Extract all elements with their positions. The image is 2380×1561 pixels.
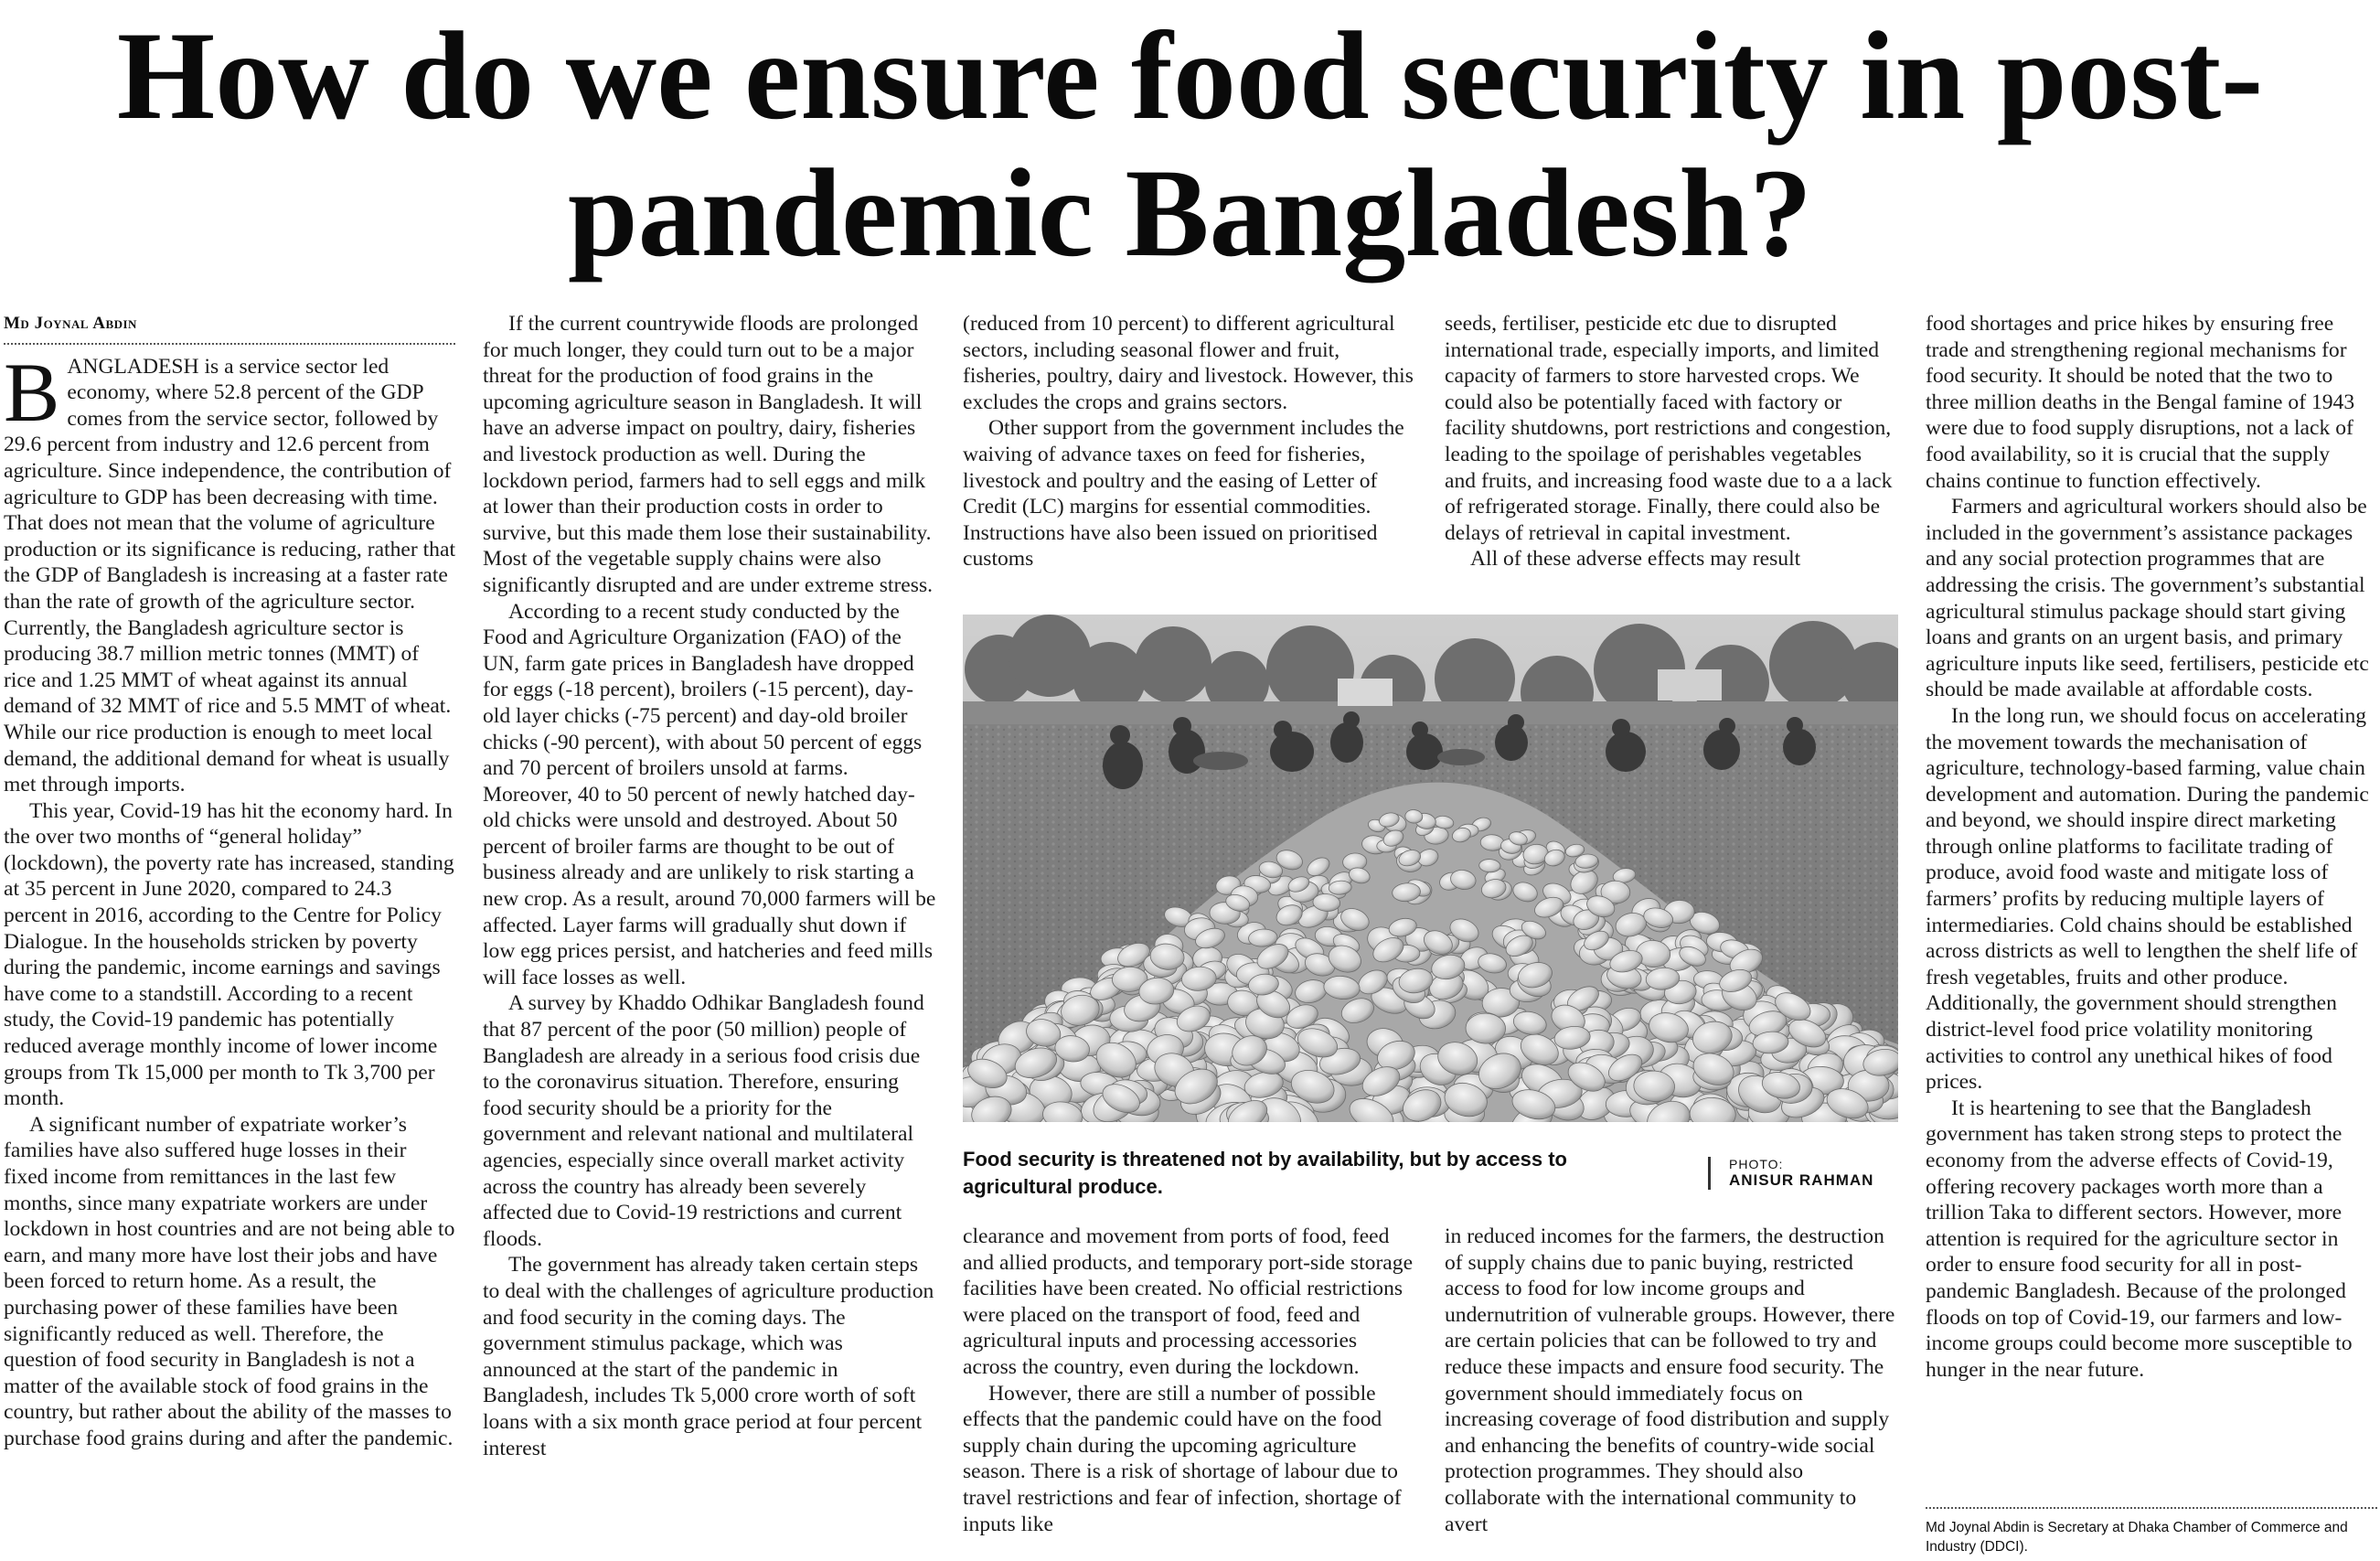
- paragraph: A survey by Khaddo Odhikar Bangladesh found that 87 percent of the poor (50 million) people of Bangladesh are already in a serious food crisis due to the coronavirus situation. Therefore, ensuring food security should be a priority for the government and relevant national and multilateral agencies, especially since overall market activity across the country has already been severely affected due to Covid-19 restrictions and current floods.: [483, 991, 924, 1251]
- paragraph: If the current countrywide floods are prolonged for much longer, they could turn out to be a major threat for the production of food grains in the upcoming agriculture season in Bangladesh. It will have an adverse impact on poultry, dairy, fisheries and livestock production as well. During the lockdown period, farmers had to sell eggs and milk at lower than their production costs in order to survive, but this made them lose their sustainability. Most of the vegetable supply chains were also significantly disrupted and are under extreme stress.: [483, 312, 934, 597]
- paragraph: Other support from the government includes the waiving of advance taxes on feed for fisheries, livestock and poultry and the easing of Letter of Credit (LC) margins for essential commodities. Instructions have also been issued on prioritised customs: [963, 416, 1404, 572]
- paragraph: Farmers and agricultural workers should also be included in the government’s assistance packages and any social protection programmes that are addressing the crisis. The government’s substantial agricultural stimulus package should start giving loans and grants on an urgent basis, and primary agriculture inputs like seed, fertilisers, pesticide etc should be made available at affordable costs.: [1926, 495, 2369, 702]
- article-photo: [963, 615, 1898, 1122]
- photo-credit-name: ANISUR RAHMAN: [1729, 1171, 1874, 1189]
- article-column-1: [4, 311, 455, 1561]
- paragraph: In the long run, we should focus on accelerating the movement towards the mechanisation of agriculture, technology-based farming, value chain development and automation. During the pandemic and beyond, we should inspire direct marketing through online platforms to facilitate trading of produce, avoid food waste and mitigate loss of farmers’ profits by reducing multiple layers of intermediaries. Cold chains should be established across districts as well to lengthen the shelf life of fresh vegetables, fruits and other produce. Additionally, the government should strengthen district-level food price volatility monitoring activities to control any unethical hikes of food prices.: [1926, 703, 2369, 1095]
- photo-caption: Food security is threatened not by availability, but by access to agricultural produce.: [963, 1148, 1567, 1198]
- paragraph: food shortages and price hikes by ensuring free trade and strengthening regional mechanisms for food security. It should be noted that the two to three million deaths in the Bengal famine of 1943 were due to food supply disruptions, not a lack of food availability, so it is crucial that the supply chains continue to function effectively.: [1926, 312, 2355, 493]
- article-headline: How do we ensure food security in post-pandemic Bangladesh?: [116, 5, 2264, 283]
- drop-cap: B: [4, 345, 60, 439]
- paragraph: This year, Covid-19 has hit the economy hard. In the over two months of “general holiday” (lockdown), the poverty rate has increased, standing at 35 percent in June 2020, compared to 24.3 percent in 2016, according to the Centre for Policy Dialogue. In the households stricken by poverty during the pandemic, income earnings and savings have come to a standstill. According to a recent study, the Covid-19 pandemic has potentially reduced average monthly income of lower income groups from Tk 15,000 per month to Tk 3,700 per month.: [4, 798, 454, 1111]
- article-column-3-bottom: [963, 1224, 1414, 1561]
- article-column-3-top: [963, 311, 1414, 594]
- article-column-5: [1926, 311, 2377, 1491]
- article-column-4-top: [1445, 311, 1896, 594]
- author-bio: Md Joynal Abdin is Secretary at Dhaka Chamber of Commerce and Industry (DDCI).: [1926, 1507, 2377, 1556]
- photo-credit-label: PHOTO:: [1729, 1157, 1784, 1171]
- byline-author: Md Joynal Abdin: [4, 314, 137, 333]
- paragraph: The government has already taken certain steps to deal with the challenges of agriculture production and food security in the coming days. The government stimulus package, which was announced at the start of the pandemic in Bangladesh, includes Tk 5,000 crore worth of soft loans with a six month grace period at four percent interest: [483, 1253, 934, 1460]
- paragraph: clearance and movement from ports of food, feed and allied products, and temporary port-side storage facilities have been created. No official restrictions were placed on the transport of food, feed and agricultural inputs and processing accessories across the country, even during the lockdown.: [963, 1224, 1414, 1379]
- paragraph: (reduced from 10 percent) to different agricultural sectors, including seasonal flower and fruit, fisheries, poultry, dairy and livestock. However, this excludes the crops and grains sectors.: [963, 312, 1414, 414]
- article-column-4-bottom: [1445, 1224, 1896, 1561]
- paragraph: in reduced incomes for the farmers, the destruction of supply chains due to panic buying, restricted access to food for low income groups and undernutrition of vulnerable groups. However, there are certain policies that can be followed to try and reduce these impacts and ensure food security. The government should immediately focus on increasing coverage of food distribution and supply and enhancing the benefits of country-wide social protection programmes. They should also collaborate with the international community to avert: [1445, 1224, 1895, 1536]
- potato-field-photo: [963, 615, 1898, 1122]
- article-column-2: [483, 311, 936, 1561]
- paragraph-text: ANGLADESH is a service sector led economy, where 52.8 percent of the GDP comes from the service sector, followed by 29.6 percent from industry and 12.6 percent from agriculture. Since independence, the contribution of agriculture to GDP has been decreasing with time. That does not mean that the volume of agriculture production or its significance is reducing, rather that the GDP of Bangladesh is increasing at a faster rate than the rate of growth of the agriculture sector. Currently, the Bangladesh agriculture sector is producing 38.7 million metric tonnes (MMT) of rice and 1.25 MMT of wheat against its annual demand of 32 MMT of rice and 5.5 MMT of wheat. While our rice production is enough to meet local demand, the additional demand for wheat is usually met through imports.: [4, 354, 455, 797]
- byline: [4, 311, 455, 345]
- paragraph: It is heartening to see that the Bangladesh government has taken strong steps to protect the economy from the adverse effects of Covid-19, offering recovery packages worth more than a trillion Taka to different sectors. However, more attention is required for the agriculture sector in order to ensure food security for all in post-pandemic Bangladesh. Because of the prolonged floods on top of Covid-19, our farmers and low-income groups could become more susceptible to hunger in the near future.: [1926, 1096, 2353, 1382]
- paragraph: However, there are still a number of possible effects that the pandemic could have on the food supply chain during the upcoming agriculture season. There is a risk of shortage of labour due to travel restrictions and fear of infection, shortage of inputs like: [963, 1381, 1402, 1536]
- paragraph: A significant number of expatriate worker’s families have also suffered huge losses in their fixed income from remittances in the last few months, since many expatriate workers are under lockdown in host countries and are not being able to earn, and many more have lost their jobs and have been forced to return home. As a result, the purchasing power of these families have been significantly reduced as well. Therefore, the question of food security in Bangladesh is not a matter of the available stock of food grains in the country, but rather about the ability of the masses to purchase food grains during and after the pandemic.: [4, 1112, 455, 1450]
- paragraph: All of these adverse effects may result: [1470, 547, 1801, 572]
- paragraph: seeds, fertiliser, pesticide etc due to disrupted international trade, especially imports, and limited capacity of farmers to store harvested crops. We could also be potentially faced with factory or facility shutdowns, port restrictions and congestion, leading to the spoilage of perishables vegetables and fruits, and increasing food waste due to a a lack of refrigerated storage. Finally, there could also be delays of retrieval in capital investment.: [1445, 312, 1893, 545]
- paragraph: [4, 345, 455, 798]
- photo-credit: [1708, 1157, 1921, 1190]
- paragraph: According to a recent study conducted by the Food and Agriculture Organization (FAO) of the UN, farm gate prices in Bangladesh have dropped for eggs (-18 percent), broilers (-15 percent), day-old layer chicks (-75 percent) and day-old broiler chicks (-90 percent), with about 50 percent of eggs and 70 percent of broilers unsold at farms. Moreover, 40 to 50 percent of newly hatched day-old chicks were unsold and destroyed. About 50 percent of broiler farms are thought to be out of business already and are unlikely to risk starting a new crop. As a result, around 70,000 farmers will be affected. Layer farms will gradually shut down if low egg prices persist, and hatcheries and feed mills will face losses as well.: [483, 599, 936, 989]
